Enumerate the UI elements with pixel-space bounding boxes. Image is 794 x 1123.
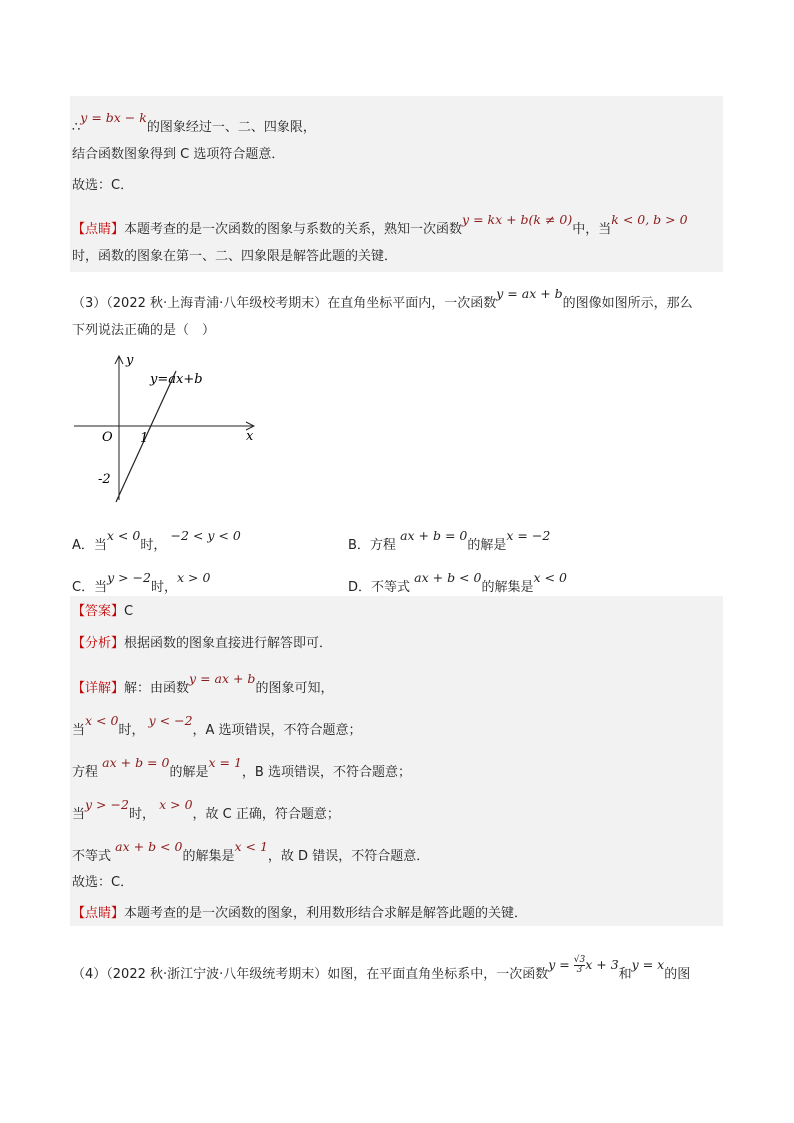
numerator: √3: [573, 955, 586, 965]
origin-label: O: [102, 430, 113, 445]
detail-line-4: [72, 839, 430, 866]
q3-stem-line-2: 下列说法正确的是（ ）: [72, 323, 216, 338]
text: 的解是: [467, 538, 507, 553]
detail-line-1: [72, 713, 362, 740]
function-graph: [68, 350, 268, 510]
math-expression: ax + b = 0: [400, 528, 468, 543]
math-expression: y > −2: [85, 797, 129, 812]
detail-label: 【详解】: [72, 681, 125, 696]
text: 当: [72, 723, 86, 738]
text: x + 3: [585, 957, 619, 972]
q4-stem-line-1: [72, 955, 691, 984]
text: ，B 选项错误，不符合题意；: [241, 765, 411, 780]
analysis-label: 【分析】: [72, 636, 125, 651]
point-label: 【点睛】: [72, 222, 125, 237]
text: 本题考查的是一次函数的图象与系数的关系，熟知一次函数: [124, 222, 463, 237]
text: y =: [548, 957, 574, 972]
text: 的解集是: [481, 580, 534, 595]
text: 时，: [151, 580, 178, 595]
text: 的图: [664, 967, 691, 982]
detail-line-0: [72, 671, 334, 698]
y-axis-label: y: [126, 353, 134, 368]
text: D．不等式: [348, 580, 411, 595]
text: ，故 D 错误，不符合题意．: [267, 849, 430, 864]
math-expression: x < 1: [234, 839, 268, 854]
text: 不等式: [72, 849, 112, 864]
math-expression: x = −2: [506, 528, 551, 543]
option-d[interactable]: [348, 570, 567, 595]
y-intercept-label: -2: [98, 472, 111, 487]
text: 的图像如图所示，那么: [562, 296, 693, 311]
math-expression: y = x: [631, 957, 665, 972]
option-a[interactable]: [72, 528, 241, 553]
math-expression: ax + b < 0: [115, 839, 183, 854]
text: 的图象经过一、二、四象限，: [146, 120, 316, 135]
math-expression: x < 0: [85, 713, 119, 728]
text: （3）（2022 秋·上海青浦·八年级校考期末）在直角坐标平面内，一次函数: [72, 296, 497, 311]
detail-line-3: [72, 797, 340, 824]
math-expression: y = ax + b: [189, 671, 256, 686]
math-expression: ax + b < 0: [414, 570, 482, 585]
math-expression: k < 0, b > 0: [611, 212, 688, 227]
solution-line-1: [72, 110, 316, 137]
detail-line-2: [72, 755, 411, 782]
math-expression: x < 0: [533, 570, 567, 585]
math-expression: x > 0: [177, 570, 211, 585]
text: 时，: [140, 538, 167, 553]
text: 的解集是: [182, 849, 235, 864]
math-expression: y < −2: [148, 713, 193, 728]
text: 解：由函数: [124, 681, 190, 696]
detail-choose: 故选：C．: [72, 875, 134, 890]
point-line-1: [72, 212, 688, 239]
x-axis-label: x: [246, 429, 254, 444]
math-expression: y = ax + b: [496, 286, 563, 301]
answer-line: [72, 603, 133, 621]
text: 的图象可知，: [255, 681, 334, 696]
text: B．方程: [348, 538, 396, 553]
text: 中，当: [572, 222, 612, 237]
option-c[interactable]: [72, 570, 211, 595]
text: C．当: [72, 580, 108, 595]
text: 当: [72, 807, 86, 822]
solution-line-3: 故选：C．: [72, 178, 134, 193]
math-expression: y > −2: [107, 570, 151, 585]
point-label: 【点睛】: [72, 906, 125, 921]
math-expression: ax + b = 0: [102, 755, 170, 770]
math-expression: x = 1: [208, 755, 242, 770]
analysis-line: [72, 635, 332, 653]
math-expression: x < 0: [106, 528, 141, 543]
text: ，故 C 正确，符合题意；: [192, 807, 340, 822]
answer-label: 【答案】: [72, 604, 125, 619]
math-expression: x > 0: [159, 797, 193, 812]
therefore-symbol: ∴: [72, 120, 81, 135]
point-line-2: 时，函数的图象在第一、二、四象限是解答此题的关键．: [72, 249, 398, 264]
point-line-q3: [72, 905, 527, 923]
answer-value: C: [124, 604, 134, 619]
text: 的解是: [169, 765, 209, 780]
text: 方程: [72, 765, 99, 780]
text: （4）（2022 秋·浙江宁波·八年级统考期末）如图，在平面直角坐标系中，一次函数: [72, 967, 549, 982]
text: 时，: [118, 723, 145, 738]
q3-stem-line-1: [72, 286, 693, 313]
text: 和: [618, 967, 632, 982]
option-b[interactable]: [348, 528, 551, 553]
solution-line-2: 结合函数图象得到 C 选项符合题意．: [72, 147, 285, 162]
denominator: 3: [576, 965, 583, 975]
text: ，A 选项错误，不符合题意；: [192, 723, 362, 738]
line-label: y=ax+b: [150, 372, 203, 387]
text: 根据函数的图象直接进行解答即可．: [124, 636, 333, 651]
text: 本题考查的是一次函数的图象，利用数形结合求解是解答此题的关键．: [124, 906, 528, 921]
text: 时，: [128, 807, 155, 822]
math-expression: y = bx − k: [80, 110, 147, 125]
math-fraction-expression: [548, 955, 619, 975]
x-intercept-label: 1: [140, 431, 149, 446]
math-expression: y = kx + b(k ≠ 0): [462, 212, 573, 227]
fraction: [574, 956, 585, 975]
text: A．当: [72, 538, 107, 553]
math-expression: −2 < y < 0: [170, 528, 241, 543]
